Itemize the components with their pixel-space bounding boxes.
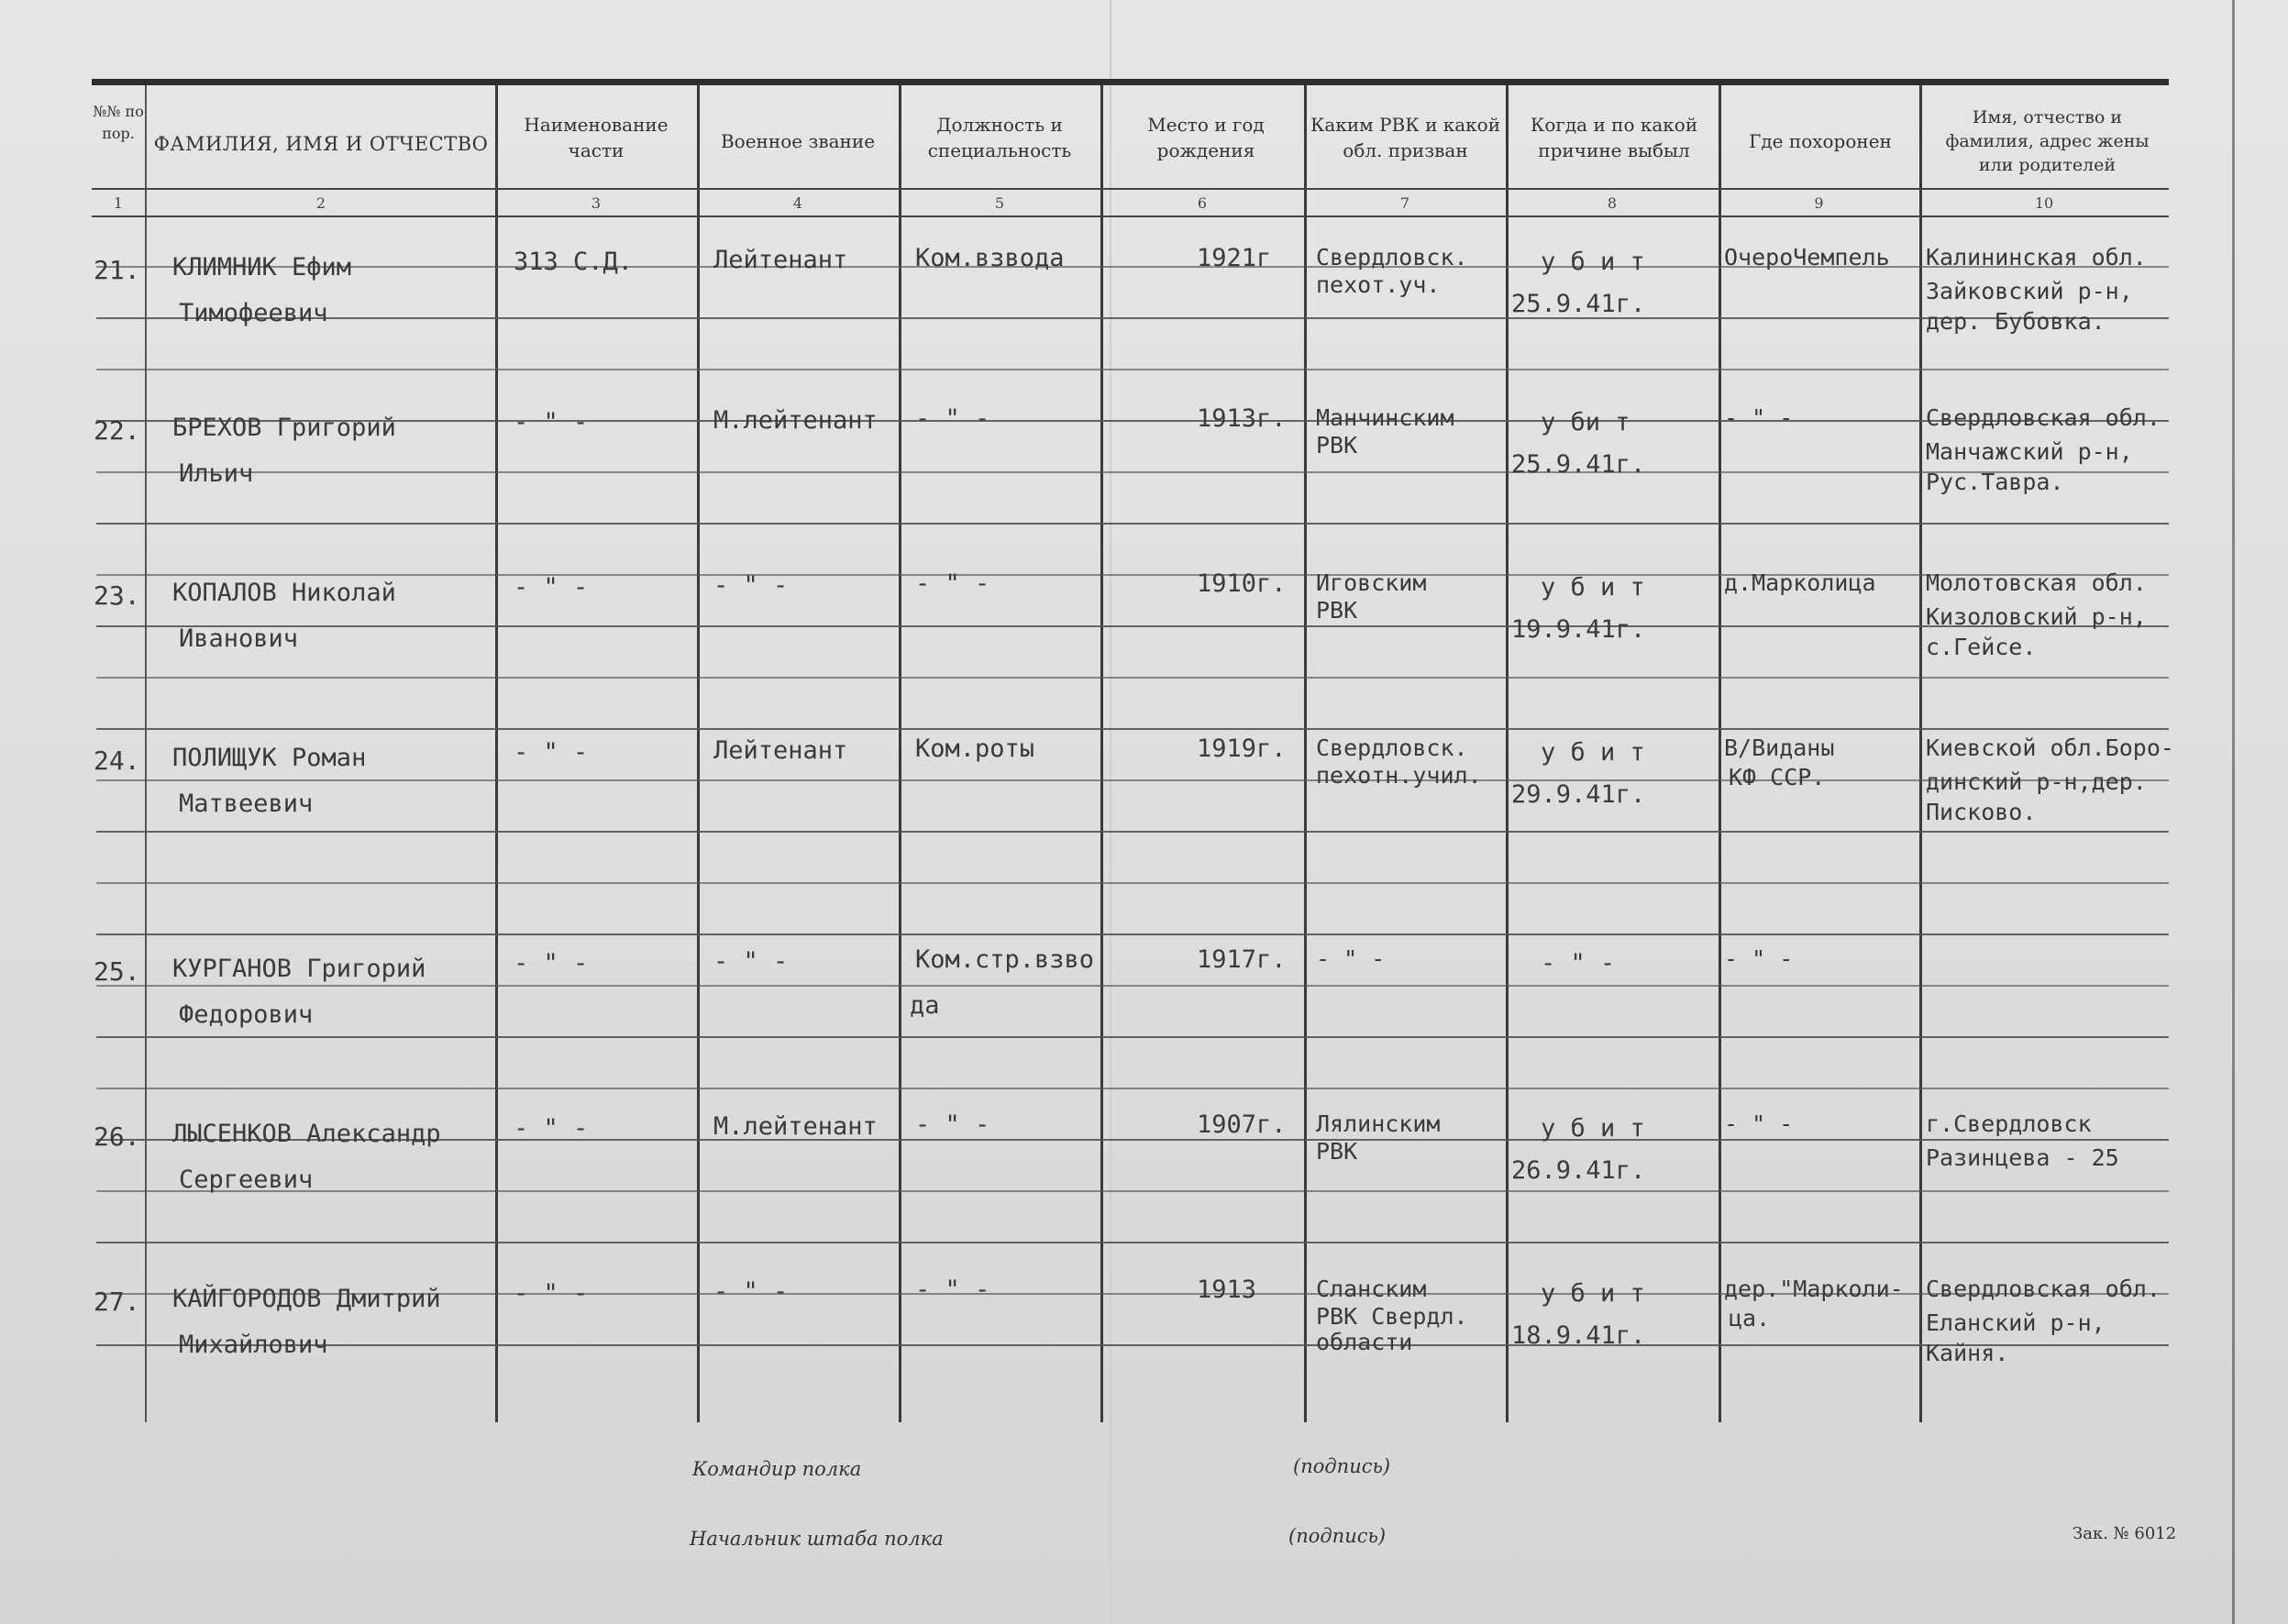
- position: - " -: [915, 1276, 990, 1304]
- column-number: 7: [1399, 194, 1410, 212]
- row-rule: [96, 1036, 2169, 1038]
- header-rule: [92, 215, 2169, 217]
- burial-place: дер."Марколи-: [1724, 1276, 1904, 1302]
- relative-address-1: Калининская обл.: [1926, 244, 2147, 271]
- burial-place-cont: КФ ССР.: [1729, 764, 1826, 790]
- relative-address-1: Свердловская обл.: [1926, 404, 2161, 431]
- patronymic: Иванович: [179, 624, 299, 653]
- relative-address-2: Кизоловский р-н,: [1926, 603, 2147, 630]
- relative-address-1: Киевской обл.Боро-: [1926, 735, 2174, 761]
- relative-address-3: Кайня.: [1926, 1340, 2009, 1366]
- unit: - " -: [514, 573, 589, 602]
- order-number: Зак. № 6012: [2072, 1524, 2177, 1543]
- unit: - " -: [514, 949, 589, 978]
- date-out: 25.9.41г.: [1511, 450, 1646, 479]
- rvk-line-2: РВК: [1316, 1138, 1358, 1165]
- birth-year: 1913: [1197, 1276, 1257, 1304]
- header-relatives: Имя, отчество и фамилия, адрес жены или родителей: [1945, 107, 2150, 175]
- col-divider: [1919, 85, 1922, 1422]
- position-cont: да: [910, 991, 940, 1020]
- reason: у б и т: [1541, 738, 1645, 767]
- signature-label-1: (подпись): [1293, 1455, 1391, 1477]
- position: Ком.роты: [915, 735, 1035, 763]
- birth-year: 1913г.: [1197, 404, 1287, 433]
- row-rule: [96, 677, 2169, 679]
- date-out: 29.9.41г.: [1511, 780, 1646, 809]
- burial-place: д.Марколица: [1724, 569, 1876, 596]
- col-divider: [1100, 85, 1103, 1422]
- burial-place: ОчероЧемпель: [1724, 244, 1890, 271]
- rvk-line-2: РВК: [1316, 597, 1358, 624]
- surname-name: ПОЛИЩУК Роман: [172, 744, 367, 772]
- unit: - " -: [514, 1279, 589, 1308]
- rvk-line-1: Свердловск.: [1316, 735, 1468, 761]
- rvk-line-1: Свердловск.: [1316, 244, 1468, 271]
- chief-of-staff-label: Начальник штаба полка: [690, 1528, 944, 1550]
- rank: М.лейтенант: [713, 1112, 878, 1141]
- surname-name: БРЕХОВ Григорий: [172, 414, 396, 442]
- col-divider: [697, 85, 700, 1422]
- position: - " -: [915, 404, 990, 433]
- surname-name: КЛИМНИК Ефим: [172, 253, 352, 282]
- rvk-line-2: РВК Свердл.: [1316, 1303, 1468, 1330]
- row-rule: [96, 831, 2169, 833]
- reason: у б и т: [1541, 1114, 1645, 1143]
- table-top-rule: [92, 79, 2169, 85]
- row-number: 26.: [94, 1121, 140, 1152]
- date-out: 25.9.41г.: [1511, 290, 1646, 318]
- unit: - " -: [514, 408, 589, 436]
- relative-address-2: Зайковский р-н,: [1926, 278, 2133, 304]
- rank: - " -: [713, 947, 789, 976]
- row-rule: [96, 420, 2169, 422]
- column-number: 8: [1607, 194, 1618, 212]
- relative-address-3: Писково.: [1926, 799, 2037, 825]
- patronymic: Тимофеевич: [179, 299, 328, 327]
- reason: у б и т: [1541, 1279, 1645, 1308]
- header-unit: Наименование части: [524, 114, 669, 161]
- reason: у б и т: [1541, 248, 1645, 276]
- row-number: 23.: [94, 580, 140, 611]
- birth-year: 1921г: [1197, 244, 1272, 272]
- column-number: 10: [2034, 194, 2054, 212]
- reason: - " -: [1541, 949, 1616, 978]
- surname-name: КАЙГОРОДОВ Дмитрий: [172, 1285, 441, 1313]
- reason: у би т: [1541, 408, 1630, 436]
- position: - " -: [915, 1110, 990, 1139]
- signature-label-2: (подпись): [1288, 1525, 1387, 1547]
- surname-name: ЛЫСЕНКОВ Александр: [172, 1120, 441, 1148]
- patronymic: Ильич: [179, 459, 254, 488]
- row-rule: [96, 471, 2169, 473]
- header-rule: [92, 188, 2169, 190]
- position: Ком.стр.взво: [915, 945, 1095, 974]
- birth-year: 1907г.: [1197, 1110, 1287, 1139]
- unit: - " -: [514, 738, 589, 767]
- relative-address-2: Разинцева - 25: [1926, 1144, 2119, 1171]
- row-rule: [96, 625, 2169, 627]
- row-number: 24.: [94, 746, 140, 776]
- patronymic: Федорович: [179, 1000, 314, 1029]
- reason: у б и т: [1541, 573, 1645, 602]
- row-rule: [96, 728, 2169, 730]
- relative-address-3: дер. Бубовка.: [1926, 308, 2106, 335]
- relative-address-3: с.Гейсе.: [1926, 634, 2037, 660]
- paper-edge: [2232, 0, 2235, 1624]
- row-rule: [96, 882, 2169, 884]
- row-rule: [96, 985, 2169, 987]
- col-divider: [1719, 85, 1721, 1422]
- surname-name: КОПАЛОВ Николай: [172, 579, 396, 607]
- date-out: 18.9.41г.: [1511, 1321, 1646, 1350]
- relative-address-2: Еланский р-н,: [1926, 1309, 2106, 1336]
- rvk-line-1: Лялинским: [1316, 1110, 1441, 1137]
- rvk-line-1: Манчинским: [1316, 404, 1454, 431]
- rank: - " -: [713, 571, 789, 600]
- row-rule: [96, 1242, 2169, 1243]
- column-number: 4: [792, 194, 803, 212]
- patronymic: Михайлович: [179, 1331, 328, 1359]
- position: Ком.взвода: [915, 244, 1065, 272]
- birth-year: 1910г.: [1197, 569, 1287, 598]
- date-out: 19.9.41г.: [1511, 615, 1646, 644]
- row-number: 27.: [94, 1287, 140, 1317]
- row-rule: [96, 523, 2169, 525]
- burial-place-cont: ца.: [1729, 1305, 1771, 1331]
- row-number: 25.: [94, 956, 140, 987]
- row-number: 22.: [94, 415, 140, 446]
- rank: Лейтенант: [713, 736, 848, 765]
- header-number: №№ по пор.: [93, 103, 144, 142]
- rvk-line-2: пехотн.учил.: [1316, 762, 1482, 789]
- header-rank: Военное звание: [720, 130, 876, 152]
- rvk-line-1: - " -: [1316, 945, 1386, 972]
- column-number: 5: [994, 194, 1005, 212]
- surname-name: КУРГАНОВ Григорий: [172, 955, 426, 983]
- column-number: 1: [113, 194, 124, 212]
- birth-year: 1917г.: [1197, 945, 1287, 974]
- relative-address-2: Манчажский р-н,: [1926, 438, 2133, 465]
- relative-address-1: Свердловская обл.: [1926, 1276, 2161, 1302]
- column-number: 2: [315, 194, 326, 212]
- col-divider: [145, 85, 147, 1422]
- burial-place: - " -: [1724, 404, 1794, 431]
- row-rule: [96, 1088, 2169, 1089]
- paper-fold: [1110, 0, 1111, 1624]
- relative-address-1: г.Свердловск: [1926, 1110, 2092, 1137]
- burial-place: - " -: [1724, 945, 1794, 972]
- date-out: 26.9.41г.: [1511, 1156, 1646, 1185]
- row-rule: [96, 369, 2169, 370]
- relative-address-1: Молотовская обл.: [1926, 569, 2147, 596]
- rank: М.лейтенант: [713, 406, 878, 435]
- patronymic: Матвеевич: [179, 790, 314, 818]
- header-buried: Где похоронен: [1749, 130, 1892, 152]
- unit: - " -: [514, 1114, 589, 1143]
- col-divider: [899, 85, 901, 1422]
- header-reason: Когда и по какой причине выбыл: [1530, 114, 1698, 161]
- commander-label: Командир полка: [692, 1458, 862, 1480]
- column-number: 3: [591, 194, 602, 212]
- relative-address-2: динский р-н,дер.: [1926, 768, 2147, 795]
- col-divider: [1304, 85, 1307, 1422]
- row-rule: [96, 934, 2169, 935]
- relative-address-3: Рус.Тавра.: [1926, 469, 2064, 495]
- row-rule: [96, 779, 2169, 781]
- rvk-line-2: РВК: [1316, 432, 1358, 458]
- row-number: 21.: [94, 255, 140, 285]
- col-divider: [1506, 85, 1509, 1422]
- rvk-line-3: области: [1316, 1329, 1413, 1355]
- position: - " -: [915, 569, 990, 598]
- row-rule: [96, 317, 2169, 319]
- burial-place: - " -: [1724, 1110, 1794, 1137]
- rvk-line-2: пехот.уч.: [1316, 271, 1441, 298]
- column-number: 6: [1197, 194, 1208, 212]
- col-divider: [495, 85, 498, 1422]
- header-position: Должность и специальность: [927, 114, 1072, 161]
- patronymic: Сергеевич: [179, 1166, 314, 1194]
- rvk-line-1: Сланским: [1316, 1276, 1427, 1302]
- unit: 313 С.Д.: [514, 248, 634, 276]
- header-name: ФАМИЛИЯ, ИМЯ И ОТЧЕСТВО: [153, 133, 489, 155]
- rvk-line-1: Иговским: [1316, 569, 1427, 596]
- header-birth: Место и год рождения: [1147, 114, 1265, 161]
- row-rule: [96, 1344, 2169, 1346]
- rank: - " -: [713, 1277, 789, 1306]
- rank: Лейтенант: [713, 246, 848, 274]
- burial-place: В/Виданы: [1724, 735, 1835, 761]
- column-number: 9: [1814, 194, 1824, 212]
- row-rule: [96, 1190, 2169, 1192]
- header-rvk: Каким РВК и какой обл. призван: [1310, 114, 1501, 161]
- birth-year: 1919г.: [1197, 735, 1287, 763]
